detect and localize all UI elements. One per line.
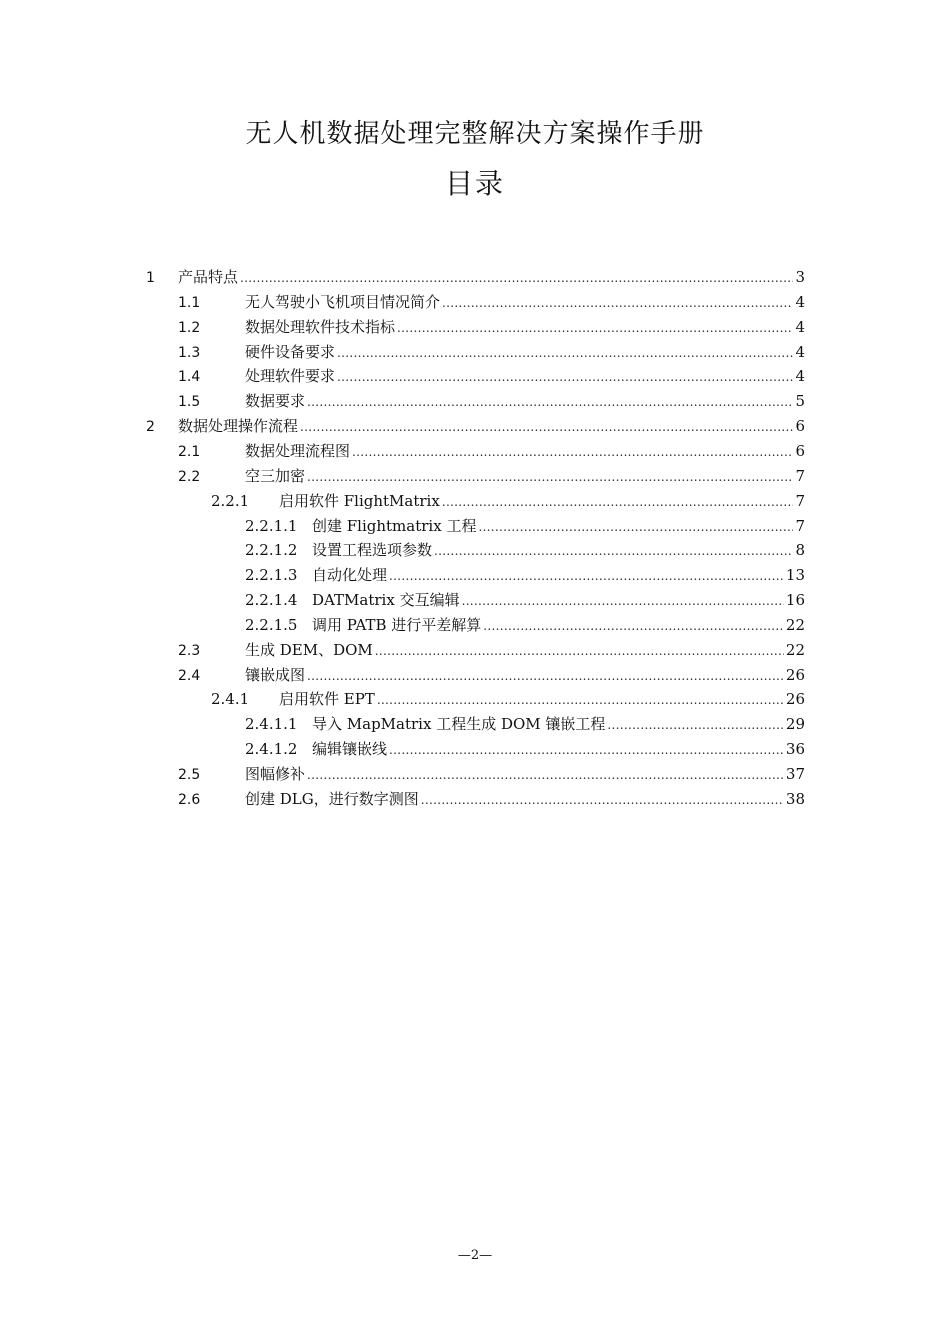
toc-entry[interactable] [178,664,805,688]
toc-entry-title: 启用软件 EPT [279,690,375,709]
toc-entry[interactable] [245,539,805,563]
toc-entry[interactable] [245,713,805,737]
toc-entry-title: 数据处理软件技术指标 [245,317,396,336]
toc-entry-number: 2.2.1.2 [245,541,298,560]
toc-entry-title: 创建 Flightmatrix 工程 [312,516,477,535]
toc-leader-dots [337,367,793,381]
toc-entry-number: 2 [146,419,155,436]
toc-entry-title: 创建 DLG，进行数字测图 [245,789,419,808]
toc-entry-number: 2.6 [178,791,201,808]
toc-entry-page: 37 [785,765,805,783]
toc-entry-title: 启用软件 FlightMatrix [279,491,440,510]
toc-entry-title: 硬件设备要求 [245,342,336,361]
toc-leader-dots [397,318,793,332]
toc-entry-title: 数据处理操作流程 [178,417,299,436]
toc-leader-dots [240,268,793,282]
toc-entry-page: 38 [785,789,805,808]
toc-entry-number: 2.4 [178,667,201,684]
toc-entry-number: 2.4.1 [211,690,250,709]
toc-entry-page: 4 [795,342,805,361]
toc-entry-number: 2.4.1.1 [245,715,298,734]
toc-entry-page: 4 [795,292,805,311]
toc-entry[interactable] [245,614,805,638]
toc-entry[interactable] [245,515,805,539]
toc-entry-title: 调用 PATB 进行平差解算 [312,615,482,634]
toc-leader-dots [307,765,784,779]
page-number-footer: —2— [457,1248,493,1263]
toc-entry-title: 空三加密 [245,466,306,485]
toc-leader-dots [607,715,783,729]
toc-entry-page: 4 [795,317,805,336]
toc-entry-page: 8 [795,541,805,560]
toc-entry[interactable] [245,564,805,588]
toc-leader-dots [375,641,784,655]
toc-entry-number: 1.1 [178,294,201,311]
toc-entry-page: 4 [795,367,805,386]
toc-entry[interactable] [146,266,805,290]
toc-entry-number: 2.2 [178,468,201,485]
toc-entry[interactable] [146,415,805,439]
toc-entry-page: 36 [785,740,805,759]
toc-entry[interactable] [178,763,805,787]
toc-leader-dots [300,417,793,431]
toc-leader-dots [337,343,793,357]
toc-entry[interactable] [178,365,805,389]
toc-entry-title: 处理软件要求 [245,367,336,386]
toc-leader-dots [442,293,793,307]
toc-entry-title: 自动化处理 [312,566,388,585]
toc-entry-title: 数据要求 [245,392,306,411]
toc-entry-number: 2.2.1.4 [245,591,298,610]
toc-entry-title: 导入 MapMatrix 工程生成 DOM 镶嵌工程 [312,715,606,734]
toc-leader-dots [307,392,793,406]
toc-entry[interactable] [211,688,805,712]
toc-entry[interactable] [178,440,805,464]
toc-entry-number: 1.3 [178,344,201,361]
toc-entry-page: 29 [785,715,805,734]
toc-entry-page: 22 [785,640,805,659]
toc-entry-title: 产品特点 [178,268,239,286]
toc-leader-dots [389,566,784,580]
toc-entry-title: 生成 DEM、DOM [245,640,373,659]
toc-entry-number: 1.2 [178,319,201,336]
toc-leader-dots [421,790,784,804]
toc-entry-page: 5 [795,392,805,411]
document-title: 无人机数据处理完整解决方案操作手册 [245,119,705,149]
toc-entry-title: 图幅修补 [245,765,306,783]
toc-entry[interactable] [178,316,805,340]
toc-entry[interactable] [178,390,805,414]
toc-entry-title: 编辑镶嵌线 [312,740,388,759]
toc-leader-dots [352,442,793,456]
toc-heading: 目录 [444,167,505,200]
toc-entry-title: DATMatrix 交互编辑 [312,591,460,610]
toc-entry[interactable] [211,490,805,514]
toc-leader-dots [434,541,793,555]
toc-leader-dots [442,492,794,506]
toc-entry-page: 7 [795,516,805,535]
toc-entry-number: 2.4.1.2 [245,740,298,759]
toc-entry[interactable] [178,341,805,365]
toc-entry-number: 2.1 [178,443,201,460]
toc-entry-title: 无人驾驶小飞机项目情况简介 [245,292,441,311]
toc-entry-page: 22 [785,615,805,634]
toc-entry[interactable] [178,639,805,663]
toc-entry-title: 设置工程选项参数 [312,541,433,560]
toc-leader-dots [389,740,784,754]
toc-entry-page: 26 [785,665,805,684]
toc-entry-number: 2.2.1.5 [245,615,298,634]
toc-leader-dots [377,690,784,704]
toc-entry-number: 2.2.1.3 [245,566,298,585]
toc-entry-page: 26 [785,690,805,709]
toc-entry-number: 1.5 [178,394,201,411]
toc-leader-dots [307,467,793,481]
toc-entry-page: 7 [795,491,805,510]
toc-leader-dots [483,616,784,630]
toc-leader-dots [478,517,793,531]
toc-entry-number: 2.5 [178,767,201,783]
toc-entry-title: 数据处理流程图 [245,441,351,460]
toc-entry-page: 13 [785,566,805,585]
toc-entry-number: 2.3 [178,642,201,659]
toc-entry-page: 3 [795,268,805,286]
toc-leader-dots [462,591,784,605]
toc-entry[interactable] [178,788,805,812]
toc-entry-number: 2.2.1 [211,491,250,510]
toc-entry-page: 16 [785,591,805,610]
toc-entry[interactable] [245,589,805,613]
toc-entry-page: 6 [795,441,805,460]
toc-entry[interactable] [245,738,805,762]
toc-entry-page: 7 [795,466,805,485]
toc-entry[interactable] [178,291,805,315]
toc-entry-title: 镶嵌成图 [245,665,306,684]
toc-leader-dots [307,666,784,680]
toc-entry[interactable] [178,465,805,489]
toc-entry-number: 1 [146,270,155,286]
toc-entry-number: 1.4 [178,369,201,386]
toc-entry-number: 2.2.1.1 [245,516,298,535]
toc-entry-page: 6 [795,417,805,436]
